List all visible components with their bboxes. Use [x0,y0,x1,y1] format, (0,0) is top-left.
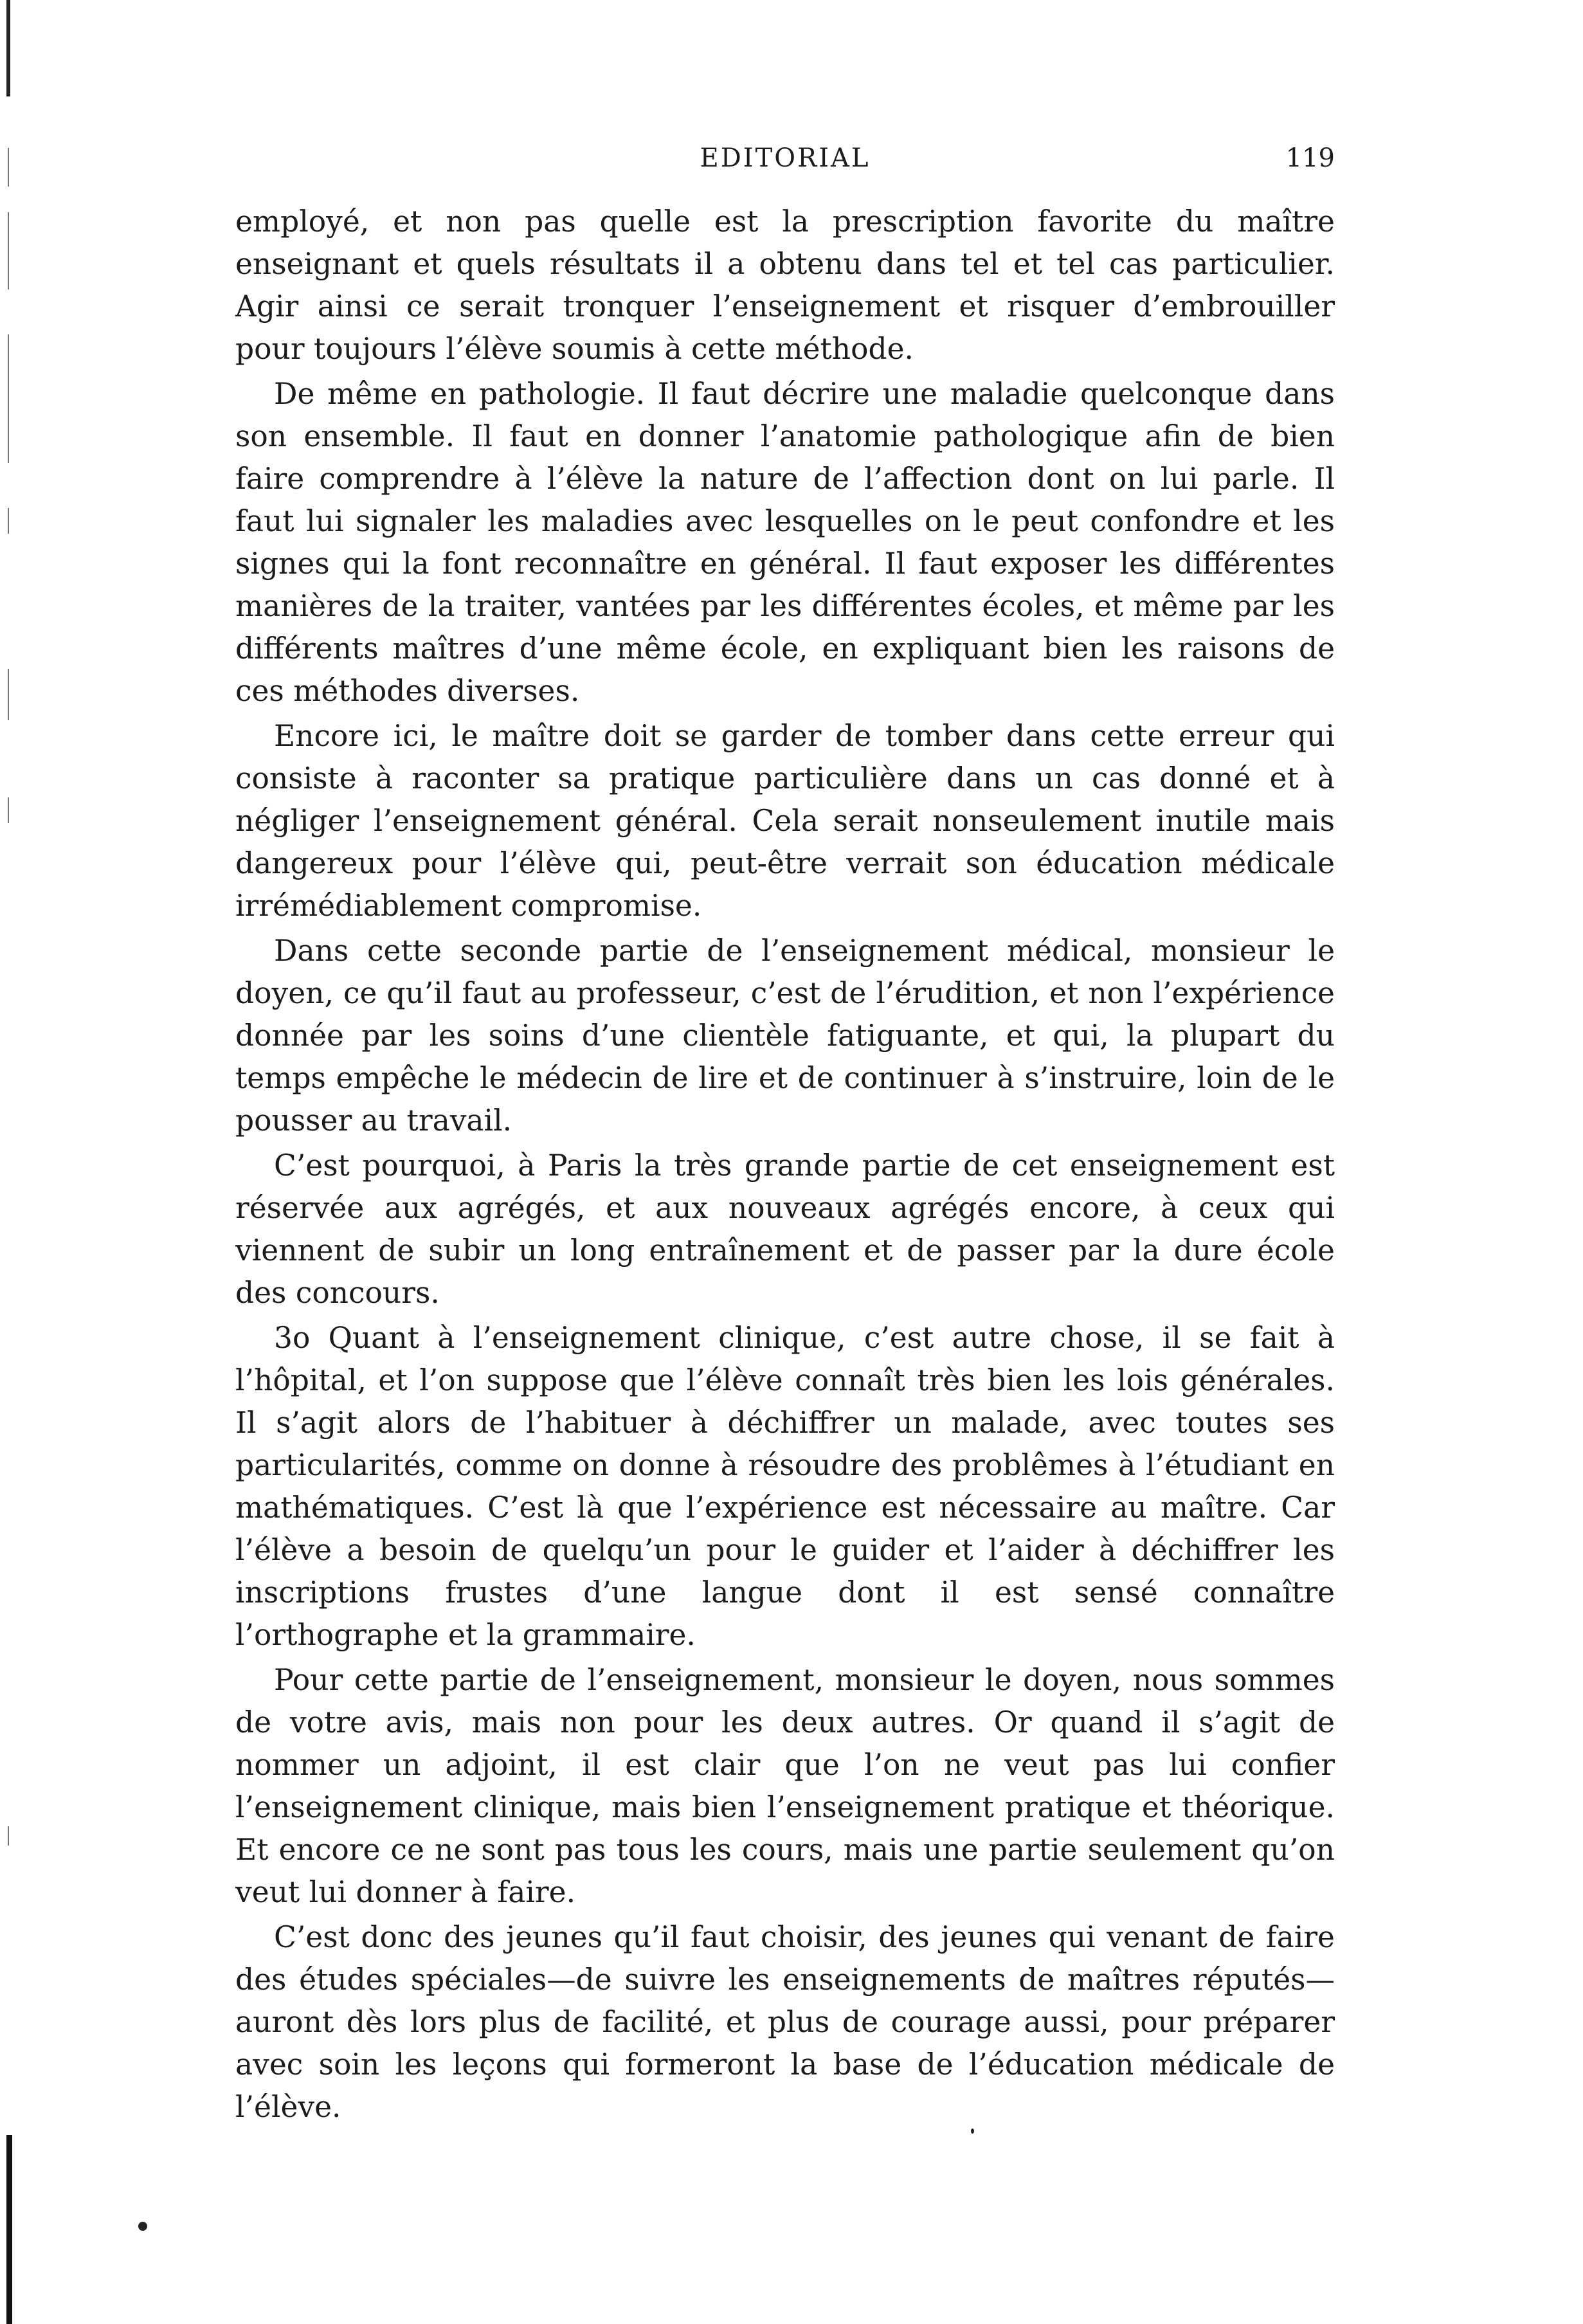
body-text [235,201,1335,2131]
scan-edge-mark [6,0,10,96]
paragraph: De même en pathologie. Il faut décrire une maladie quelconque dans son ensemble. Il faut en donner l’anatomie pathologique afin de bien faire comprendre à l’élève la nature de l’affection dont on lui parle. Il faut lui signaler les maladies avec lesquelles on le peut confondre et les signes qui la font reconnaître en général. Il faut exposer les différentes manières de la traiter, vantées par les différentes écoles, et même par les différents maîtres d’une même école, en expliquant bien les raisons de ces méthodes diverses. [235,377,1335,708]
page-header [235,139,1335,177]
scan-edge-mark [8,797,9,823]
paragraph: Encore ici, le maître doit se garder de tomber dans cette erreur qui consiste à raconter sa pratique particulière dans un cas donné et à négliger l’enseignement général. Cela serait nonseulement inutile mais dangereux pour l’élève qui, peut-être verrait son éducation médicale irrémédiablement compromise. [235,719,1335,923]
paragraph: Dans cette seconde partie de l’enseignement médical, monsieur le doyen, ce qu’il faut au professeur, c’est de l’érudition, et non l’expérience donnée par les soins d’une clientèle fatiguante, et qui, la plupart du temps empêche le médecin de lire et de continuer à s’instruire, loin de le pousser au travail. [235,934,1335,1138]
ink-speck [138,2222,147,2231]
scan-edge-mark [6,2135,12,2324]
page-number: 119 [1285,143,1335,173]
paragraph: C’est pourquoi, à Paris la très grande partie de cet enseignement est réservée aux agrégés, et aux nouveaux agrégés encore, à ceux qui viennent de subir un long entraînement et de passer par la dure école des concours. [235,1148,1335,1310]
running-head: EDITORIAL [700,143,871,173]
paragraph: employé, et non pas quelle est la prescription favorite du maître enseignant et quels résultats il a obtenu dans tel et tel cas particulier. Agir ainsi ce serait tronquer l’enseignement et risquer d’embrouiller pour toujours l’élève soumis à cette méthode. [235,204,1335,366]
scan-edge-mark [8,212,9,289]
paragraph: Pour cette partie de l’enseignement, monsieur le doyen, nous sommes de votre avis, mais non pour les deux autres. Or quand il s’agit de nommer un adjoint, il est clair que l’on ne veut pas lui confier l’enseignement clinique, mais bien l’enseignement pratique et théorique. Et encore ce ne sont pas tous les cours, mais une partie seulement qu’on veut lui donner à faire. [235,1663,1335,1909]
scan-edge-mark [8,148,9,186]
scan-edge-mark [8,1826,9,1846]
scan-edge-mark [8,508,9,534]
paragraph: C’est donc des jeunes qu’il faut choisir, des jeunes qui venant de faire des études spéciales—de suivre les enseignements de maîtres réputés—auront dès lors plus de facilité, et plus de courage aussi, pour préparer avec soin les leçons qui formeront la base de l’éducation médicale de l’élève. [235,1920,1335,2124]
paragraph: 3o Quant à l’enseignement clinique, c’est autre chose, il se fait à l’hôpital, et l’on suppose que l’élève connaît très bien les lois générales. Il s’agit alors de l’habituer à déchiffrer un malade, avec toutes ses particularités, comme on donne à résoudre des problêmes à l’étudiant en mathématiques. C’est là que l’expérience est nécessaire au maître. Car l’élève a besoin de quelqu’un pour le guider et l’aider à déchiffrer les inscriptions frustes d’une langue dont il est sensé connaître l’orthographe et la grammaire. [235,1321,1335,1652]
scan-edge-mark [8,334,9,463]
scan-edge-mark [8,669,9,720]
